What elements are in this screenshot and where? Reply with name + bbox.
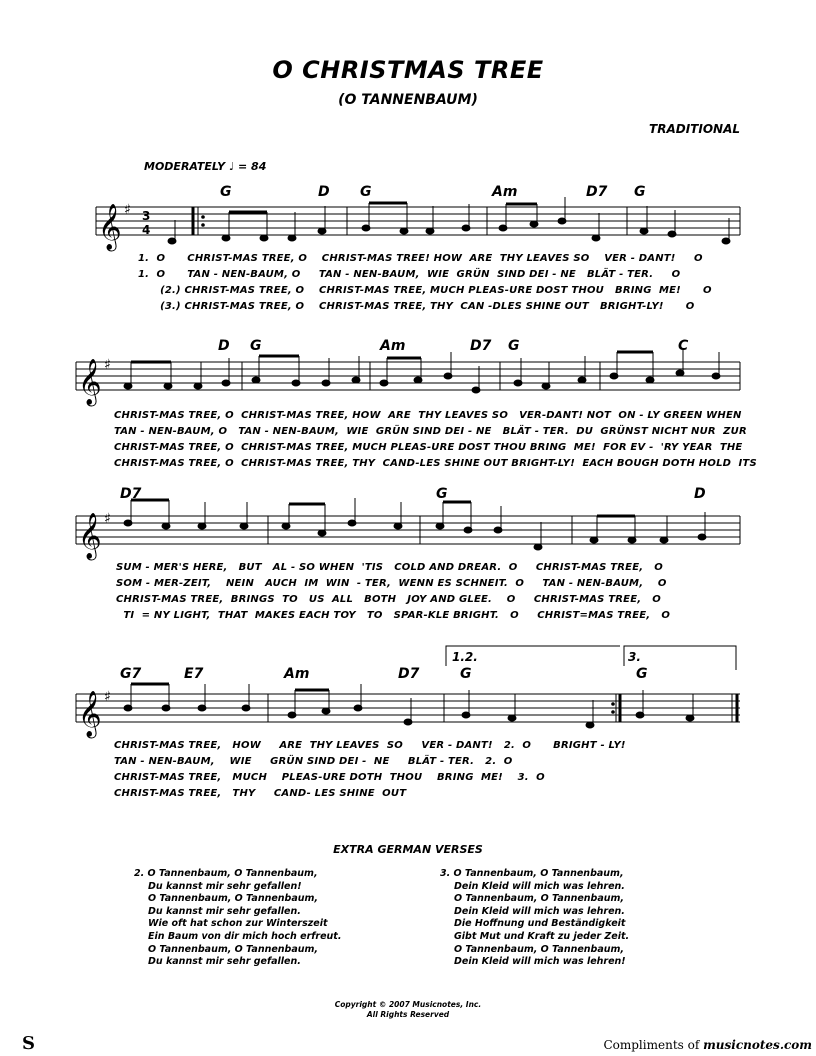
lyric-line: SOM - MER-ZEIT, NEIN AUCH IM WIN - TER, WENN ES SCHNEIT. O TAN - NEN-BAUM, O [116,578,667,589]
extra-verses-heading: EXTRA GERMAN VERSES [333,843,483,856]
first-ending-label: 1.2. [452,650,478,664]
chord: G [508,338,520,354]
chord: G7 [120,666,142,682]
lyric-line: CHRIST-MAS TREE, MUCH PLEAS-URE DOTH THOU BRING ME! 3. O [114,772,545,783]
chord: D7 [470,338,492,354]
chord: D7 [586,184,608,200]
chord: D7 [120,486,142,502]
verse-3: 3. O Tannenbaum, O Tannenbaum, Dein Kleid will mich was lehren. O Tannenbaum, O Tannenbaum, Dein Kleid will mich was lehren. Die Hoffnung und Beständigkeit Gibt Mut und Kraft zu jeder Zeit. O Tannenbaum, O Tannenbaum, Dein Kleid will mich was lehren! [440,868,630,968]
svg-text:3: 3 [142,209,151,223]
lyric-line: TI = NY LIGHT, THAT MAKES EACH TOY TO SPAR-KLE BRIGHT. O CHRIST=MAS TREE, O [116,610,671,621]
lyric-line: CHRIST-MAS TREE, O CHRIST-MAS TREE, THY CAND-LES SHINE OUT BRIGHT-LY! EACH BOUGH DOTH HOLD ITS [114,458,757,469]
song-subtitle: (O TANNENBAUM) [338,92,478,108]
svg-text:♯: ♯ [104,511,111,527]
treble-clef-icon: 𝄞 [78,359,102,405]
chord: C [678,338,689,354]
lyric-line: CHRIST-MAS TREE, THY CAND- LES SHINE OUT [114,788,407,799]
tempo-marking: MODERATELY ♩ = 84 [144,160,267,173]
site-link[interactable]: musicnotes.com [703,1038,812,1052]
lyric-line: CHRIST-MAS TREE, O CHRIST-MAS TREE, HOW ARE THY LEAVES SO VER-DANT! NOT ON - LY GREEN WHEN [114,410,742,421]
chord: D [318,184,330,200]
chord: G [460,666,472,682]
lyric-line: TAN - NEN-BAUM, WIE GRÜN SIND DEI - NE BLÄT - TER. 2. O [114,756,513,767]
chord: G [634,184,646,200]
chord: D7 [398,666,420,682]
treble-clef-icon: 𝄞 [98,204,122,250]
lyric-line: CHRIST-MAS TREE, O CHRIST-MAS TREE, MUCH PLEAS-URE DOST THOU BRING ME! FOR EV - 'RY YEAR THE [114,442,743,453]
verse-2: 2. O Tannenbaum, O Tannenbaum, Du kannst mir sehr gefallen! O Tannenbaum, O Tannenbaum, Du kannst mir sehr gefallen. Wie oft hat schon zur Winterszeit Ein Baum von dir mich hoch erfreut. O Tannenbaum, O Tannenbaum, Du kannst mir sehr gefallen. [134,868,342,968]
treble-clef-icon: 𝄞 [78,513,102,559]
chord: Am [492,184,518,200]
chord: E7 [184,666,204,682]
copyright: Copyright © 2007 Musicnotes, Inc. All Rights Reserved [334,1000,482,1019]
chord: G [220,184,232,200]
chord: G [360,184,372,200]
chord: Am [380,338,406,354]
lyric-line: 1. O TAN - NEN-BAUM, O TAN - NEN-BAUM, WIE GRÜN SIND DEI - NE BLÄT - TER. O [138,269,681,280]
chord: G [436,486,448,502]
svg-text:4: 4 [142,223,151,237]
chord: D [694,486,706,502]
svg-text:♯: ♯ [124,202,131,218]
third-ending-label: 3. [628,650,641,664]
lyric-line: TAN - NEN-BAUM, O TAN - NEN-BAUM, WIE GRÜN SIND DEI - NE BLÄT - TER. DU GRÜNST NICHT NUR ZUR [114,426,747,437]
chord: D [218,338,230,354]
compliments-footer: Compliments of musicnotes.com [603,1038,812,1052]
lyric-line: CHRIST-MAS TREE, HOW ARE THY LEAVES SO VER - DANT! 2. O BRIGHT - LY! [114,740,626,751]
lyric-line: CHRIST-MAS TREE, BRINGS TO US ALL BOTH JOY AND GLEE. O CHRIST-MAS TREE, O [116,594,661,605]
lyric-line: 1. O CHRIST-MAS TREE, O CHRIST-MAS TREE! HOW ARE THY LEAVES SO VER - DANT! O [138,253,703,264]
composer: TRADITIONAL [649,122,740,136]
lyric-line: SUM - MER'S HERE, BUT AL - SO WHEN 'TIS COLD AND DREAR. O CHRIST-MAS TREE, O [116,562,663,573]
svg-text:♯: ♯ [104,689,111,705]
chord: G [636,666,648,682]
lyric-line: (3.) CHRIST-MAS TREE, O CHRIST-MAS TREE, THY CAN -DLES SHINE OUT BRIGHT-LY! O [138,301,695,312]
chord: Am [284,666,310,682]
chord: G [250,338,262,354]
treble-clef-icon: 𝄞 [78,691,102,737]
svg-text:♯: ♯ [104,357,111,373]
song-title: O CHRISTMAS TREE [272,56,544,84]
musicnotes-logo-icon: S [22,1033,35,1054]
lyric-line: (2.) CHRIST-MAS TREE, O CHRIST-MAS TREE, MUCH PLEAS-URE DOST THOU BRING ME! O [138,285,712,296]
